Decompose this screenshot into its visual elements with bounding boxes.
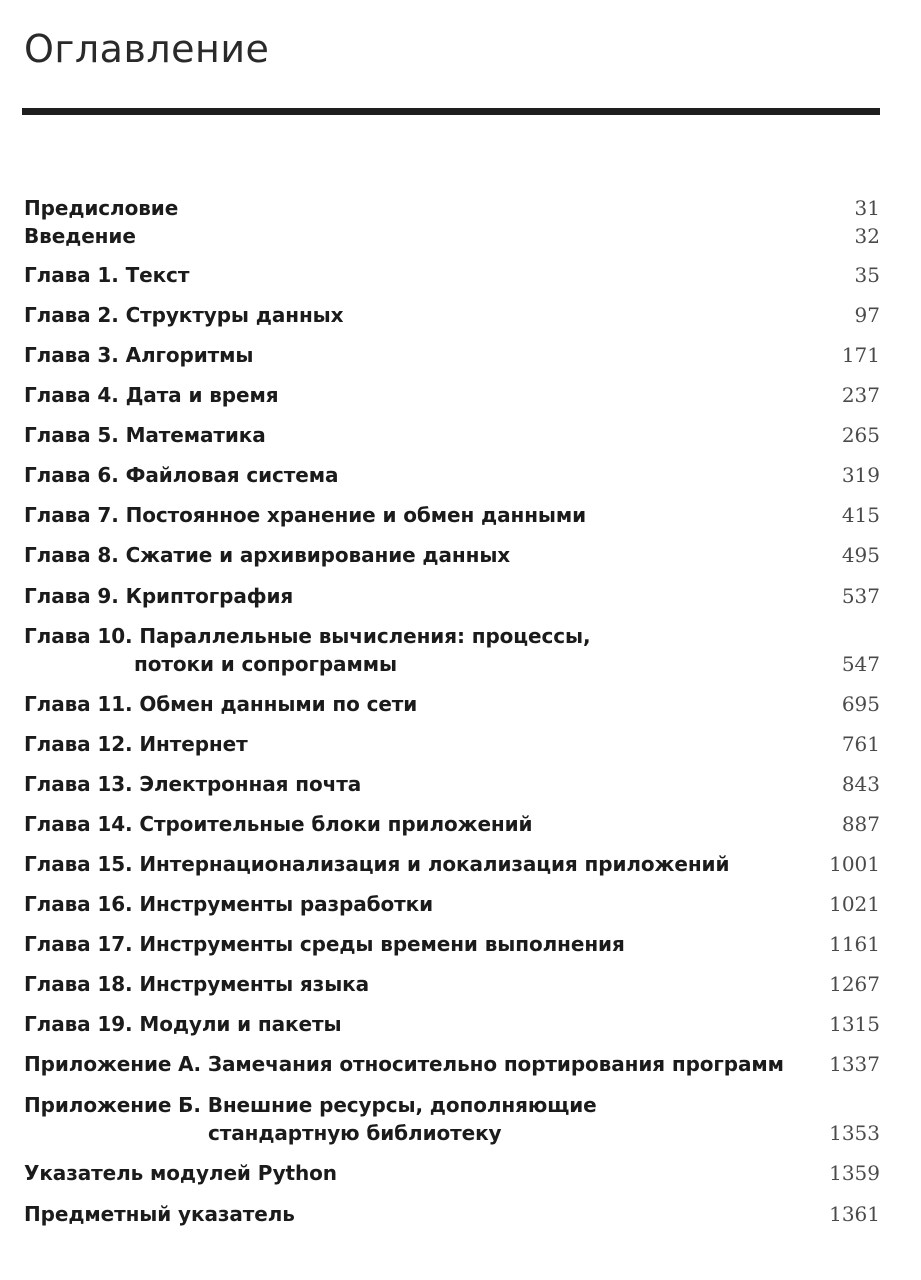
entry-page-number: 1337 [829, 1052, 880, 1076]
toc-entry-appendix-a[interactable] [24, 1050, 880, 1080]
toc-entry-chapter-10[interactable] [24, 622, 880, 680]
toc-entry-chapter-11[interactable] [24, 690, 880, 720]
entry-title: Глава 19. Модули и пакеты [24, 1012, 342, 1036]
entry-title: Глава 3. Алгоритмы [24, 343, 254, 367]
entry-page-number: 1021 [829, 892, 880, 916]
entry-page-number: 265 [841, 423, 880, 447]
entry-page-number: 843 [841, 772, 880, 796]
entry-page-number: 495 [841, 543, 880, 567]
toc-entry-python-module-index[interactable] [24, 1159, 880, 1189]
entry-page-number: 1315 [829, 1012, 880, 1036]
entry-title: Введение [24, 224, 136, 248]
entry-page-number: 695 [841, 692, 880, 716]
toc-entry-chapter-14[interactable] [24, 810, 880, 840]
entry-title: Глава 5. Математика [24, 423, 266, 447]
toc-entry-chapter-19[interactable] [24, 1010, 880, 1040]
toc-entry-introduction[interactable] [24, 222, 880, 252]
entry-page-number: 32 [854, 224, 880, 248]
entry-page-number: 31 [854, 196, 880, 220]
toc-entry-chapter-4[interactable] [24, 381, 880, 411]
entry-title: Глава 16. Инструменты разработки [24, 892, 434, 916]
toc-entry-chapter-18[interactable] [24, 970, 880, 1000]
entry-page-number: 1267 [829, 972, 880, 996]
toc-entry-chapter-2[interactable] [24, 301, 880, 331]
entry-title: Предметный указатель [24, 1202, 295, 1226]
toc-entry-chapter-8[interactable] [24, 541, 880, 571]
toc-entry-chapter-16[interactable] [24, 890, 880, 920]
entry-page-number: 319 [841, 463, 880, 487]
entry-title: Предисловие [24, 196, 179, 220]
toc-entry-chapter-9[interactable] [24, 582, 880, 612]
entry-title: Глава 18. Инструменты языка [24, 972, 370, 996]
entry-page-number: 237 [841, 383, 880, 407]
entry-title: Глава 15. Интернационализация и локализация приложений [24, 852, 730, 876]
toc-entry-chapter-3[interactable] [24, 341, 880, 371]
entry-page-number: 1001 [829, 852, 880, 876]
entry-page-number: 1359 [829, 1161, 880, 1185]
entry-page-number: 415 [841, 503, 880, 527]
toc-entry-chapter-7[interactable] [24, 501, 880, 531]
toc-entry-chapter-13[interactable] [24, 770, 880, 800]
entry-title-continuation: стандартную библиотеку [208, 1121, 502, 1145]
entry-title: Глава 2. Структуры данных [24, 303, 344, 327]
entry-page-number: 537 [841, 584, 880, 608]
entry-title: Глава 11. Обмен данными по сети [24, 692, 418, 716]
entry-title: Приложение А. Замечания относительно портирования программ [24, 1052, 784, 1076]
table-of-contents [24, 0, 880, 1280]
entry-page-number: 97 [854, 303, 880, 327]
entry-title: Приложение Б. Внешние ресурсы, дополняющие [24, 1093, 597, 1117]
toc-entry-chapter-17[interactable] [24, 930, 880, 960]
entry-title: Глава 10. Параллельные вычисления: процессы, [24, 624, 591, 648]
entry-title: Указатель модулей Python [24, 1161, 337, 1185]
entry-page-number: 1161 [829, 932, 880, 956]
entry-title: Глава 4. Дата и время [24, 383, 279, 407]
entry-page-number: 887 [841, 812, 880, 836]
toc-entry-chapter-1[interactable] [24, 261, 880, 291]
toc-entry-subject-index[interactable] [24, 1200, 880, 1230]
toc-entry-chapter-6[interactable] [24, 461, 880, 491]
page-title: Оглавление [24, 27, 270, 71]
entry-title: Глава 13. Электронная почта [24, 772, 362, 796]
entry-page-number: 1353 [829, 1121, 880, 1145]
entry-page-number: 1361 [829, 1202, 880, 1226]
entry-title: Глава 9. Криптография [24, 584, 294, 608]
entry-title-continuation: потоки и сопрограммы [134, 652, 397, 676]
entry-title: Глава 6. Файловая система [24, 463, 339, 487]
entry-title: Глава 8. Сжатие и архивирование данных [24, 543, 511, 567]
entry-page-number: 171 [841, 343, 880, 367]
entry-page-number: 547 [841, 652, 880, 676]
toc-entry-chapter-12[interactable] [24, 730, 880, 760]
toc-entry-appendix-b[interactable] [24, 1091, 880, 1149]
entry-title: Глава 1. Текст [24, 263, 190, 287]
entry-page-number: 761 [841, 732, 880, 756]
toc-entry-chapter-15[interactable] [24, 850, 880, 880]
entry-page-number: 35 [854, 263, 880, 287]
toc-entry-chapter-5[interactable] [24, 421, 880, 451]
entry-title: Глава 17. Инструменты среды времени выполнения [24, 932, 625, 956]
entry-title: Глава 7. Постоянное хранение и обмен данными [24, 503, 587, 527]
entry-title: Глава 12. Интернет [24, 732, 248, 756]
toc-entry-preface[interactable] [24, 194, 880, 224]
entry-title: Глава 14. Строительные блоки приложений [24, 812, 533, 836]
